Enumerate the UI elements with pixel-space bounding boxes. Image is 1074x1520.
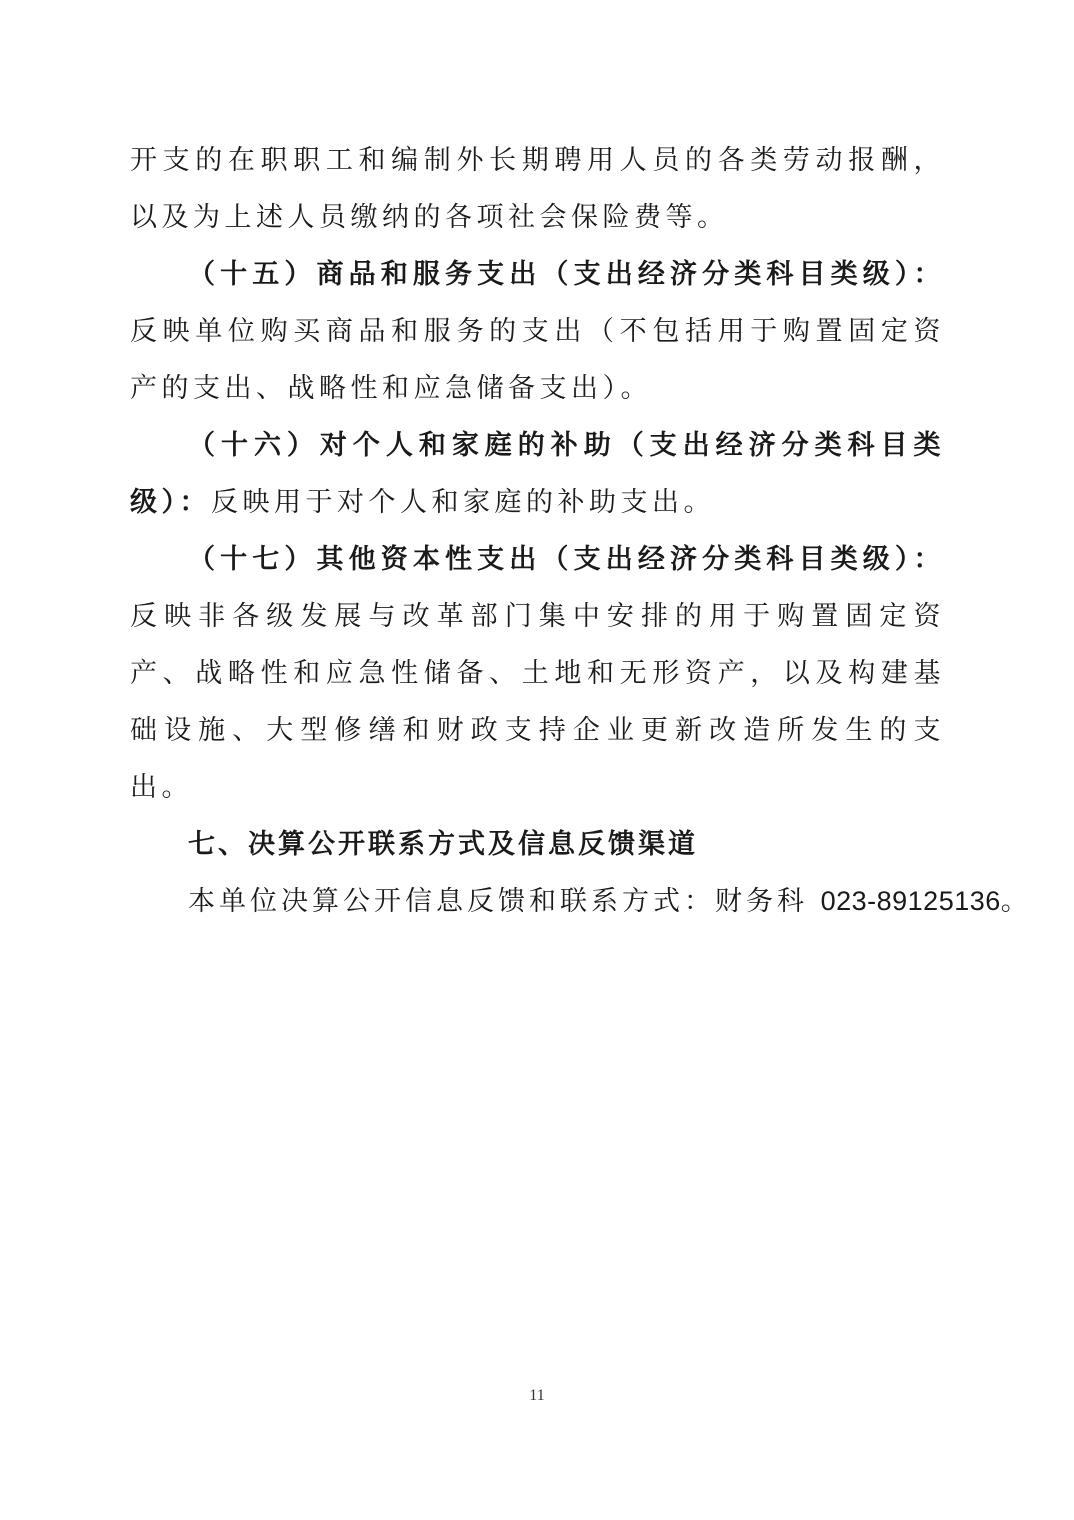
- paragraph-continuation: [130, 132, 945, 246]
- contact-label: 本单位决算公开信息反馈和联系方式：财务科: [188, 886, 808, 917]
- contact-end: 。: [1000, 886, 1032, 917]
- paragraph-other-capital: [130, 531, 945, 816]
- paragraph-text: 反映单位购买商品和服务的支出（不包括用于购置固定资产的支出、战略性和应急储备支出）。: [130, 316, 945, 404]
- paragraph-heading: （十五）商品和服务支出（支出经济分类科目类级）：: [188, 259, 945, 290]
- paragraph-text: 开支的在职职工和编制外长期聘用人员的各类劳动报酬，以及为上述人员缴纳的各项社会保险费等。: [130, 145, 945, 233]
- contact-line: [130, 873, 1032, 930]
- paragraph-goods-services: [130, 246, 945, 417]
- paragraph-heading: （十六）对个人和家庭的补助（支出经济分类科目类级）：: [130, 430, 945, 518]
- section-title: 七、决算公开联系方式及信息反馈渠道: [188, 829, 698, 860]
- paragraph-text: 反映非各级发展与改革部门集中安排的用于购置固定资产、战略性和应急性储备、土地和无形资产，以及构建基础设施、大型修缮和财政支持企业更新改造所发生的支出。: [130, 601, 945, 803]
- paragraph-household-subsidy: [130, 417, 945, 531]
- paragraph-text: 反映用于对个人和家庭的补助支出。: [211, 487, 715, 518]
- paragraph-heading: （十七）其他资本性支出（支出经济分类科目类级）：: [188, 544, 945, 575]
- page-number: 11: [529, 1387, 545, 1404]
- document-body: [130, 132, 1032, 930]
- contact-phone: 023-89125136: [820, 886, 1001, 916]
